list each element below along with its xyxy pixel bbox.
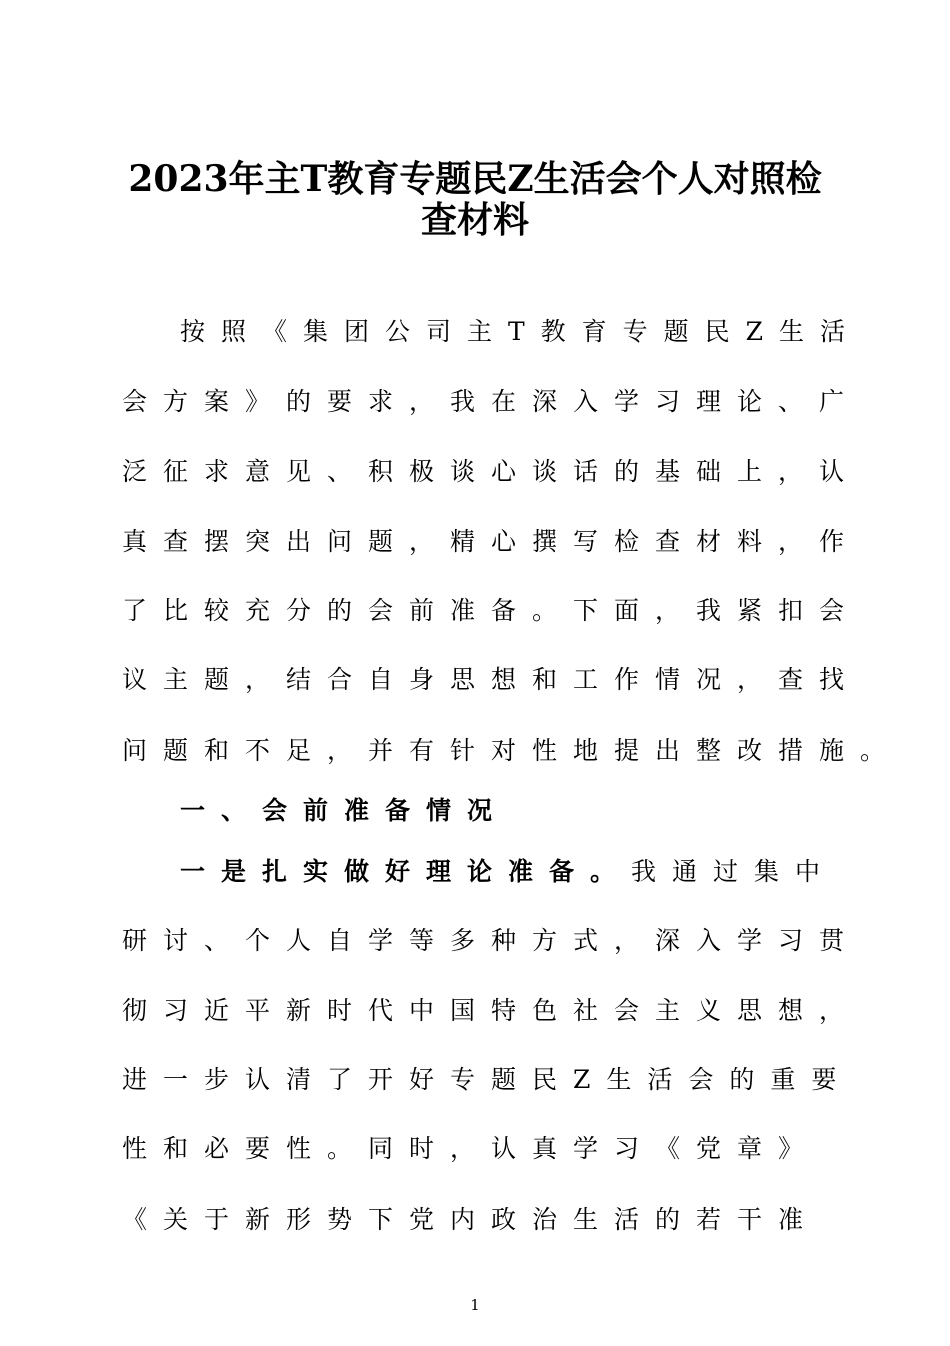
body-line: 真查摆突出问题，精心撰写检查材料，作 — [122, 527, 861, 556]
body-line: 按照《集团公司主T教育专题民Z生活 — [180, 317, 862, 346]
body-line: 进一步认清了开好专题民Z生活会的重要 — [122, 1065, 853, 1094]
body-line: 研讨、个人自学等多种方式，深入学习贯 — [122, 926, 861, 955]
document-title-line-2: 查材料 — [420, 199, 529, 241]
document-title-line-1: 2023年主T教育专题民Z生活会个人对照检 — [128, 158, 822, 200]
body-line: 议主题，结合自身思想和工作情况，查找 — [122, 665, 861, 694]
body-line: 性和必要性。同时，认真学习《党章》 — [122, 1134, 820, 1163]
paragraph-lead: 一是扎实做好理论准备。 — [180, 857, 632, 886]
paragraph-lead-rest: 我通过集中 — [631, 857, 837, 886]
body-line: 《关于新形势下党内政治生活的若干准 — [122, 1205, 820, 1234]
body-line: 问题和不足，并有针对性地提出整改措施。 — [122, 736, 902, 765]
body-line: 泛征求意见、积极谈心谈话的基础上，认 — [122, 457, 861, 486]
body-line: 会方案》的要求，我在深入学习理论、广 — [122, 387, 861, 416]
body-line: 了比较充分的会前准备。下面，我紧扣会 — [122, 596, 861, 625]
section-heading: 一、会前准备情况 — [180, 796, 509, 825]
body-line — [180, 857, 900, 887]
body-line: 彻习近平新时代中国特色社会主义思想， — [122, 996, 861, 1025]
page-number: 1 — [470, 1296, 480, 1314]
